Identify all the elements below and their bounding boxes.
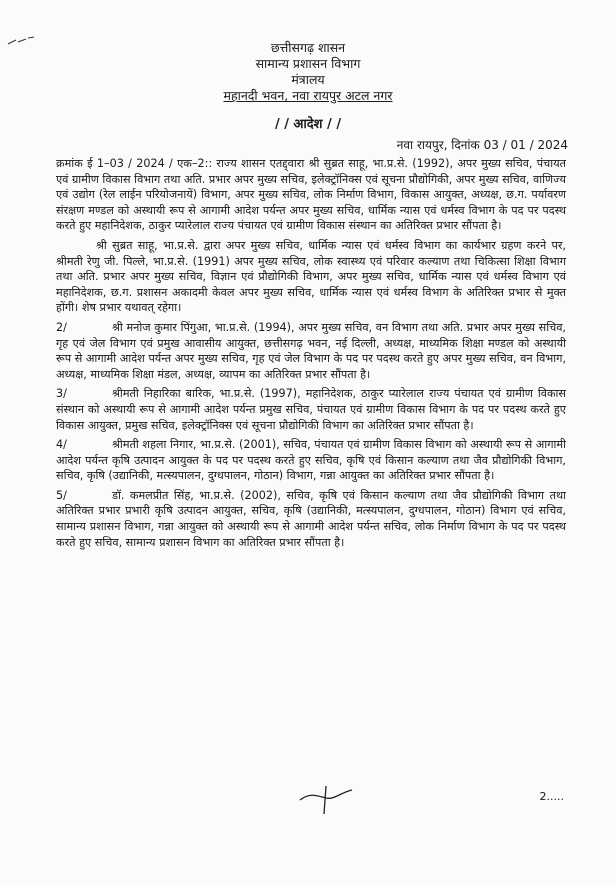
next-page-indicator: 2..... xyxy=(539,790,564,803)
paragraph-number: 2/ xyxy=(56,320,67,334)
paragraph-number: 3/ xyxy=(56,387,67,401)
paragraph xyxy=(56,238,566,316)
order-body xyxy=(56,156,566,554)
paragraph-text: डॉ. कमलप्रीत सिंह, भा.प्र.से. (2002), सचिव, कृषि एवं किसान कल्याण तथा जैव प्रौद्योगिकी विभाग तथा अतिरिक्त प्रभार प्रभारी कृषि उत्पादन आयुक्त, सचिव, कृषि (उद्यानिकी, मत्स्यपालन, दुग्धपालन, गोठान) विभाग एवं सचिव, सामान्य प्रशासन विभाग, गन्ना आयुक्त को अस्थायी रूप से आगामी आदेश पर्यन्त सचिव, लोक निर्माण विभाग के पद पर पदस्थ करते हुए सचिव, सामान्य प्रशासन विभाग का अतिरिक्त प्रभार सौंपता है। xyxy=(56,488,566,549)
signature-icon xyxy=(296,782,356,818)
paragraph-text: श्रीमती निहारिका बारिक, भा.प्र.से. (1997), महानिदेशक, ठाकुर प्यारेलाल राज्य पंचायत एवं ग्रामीण विकास संस्थान को अस्थायी रूप से आगामी आदेश पर्यन्त प्रमुख सचिव, पंचायत एवं ग्रामीण विकास विभाग के पद पर पदस्थ करते हुए विकास आयुक्त, प्रमुख सचिव, इलेक्ट्रॉनिक्स एवं सूचना प्रौद्योगिकी विभाग का अतिरिक्त प्रभार सौंपता है। xyxy=(56,387,566,432)
paragraph-number: 4/ xyxy=(56,438,67,452)
paragraph-text: क्रमांक ई 1–03 / 2024 / एक–2:: राज्य शासन एतद्द्वारा श्री सुब्रत साहू, भा.प्र.से. (1992), अपर मुख्य सचिव, पंचायत एवं ग्रामीण विकास विभाग तथा अति. प्रभार अपर मुख्य सचिव, इलेक्ट्रॉनिक्स एवं सूचना प्रौद्योगिकी, अपर मुख्य सचिव, वाणिज्य एवं उद्योग (रेल लाईन परियोजनायें) विभाग, अपर मुख्य सचिव, लोक निर्माण विभाग, विकास आयुक्त, अध्यक्ष, छ.ग. पर्यावरण संरक्षण मण्डल को अस्थायी रूप से आगामी आदेश पर्यन्त अपर मुख्य सचिव, धार्मिक न्यास एवं धर्मस्व विभाग के पद पर पदस्थ करते हुए महानिदेशक, ठाकुर प्यारेलाल राज्य पंचायत एवं ग्रामीण विकास संस्थान का अतिरिक्त प्रभार सौंपता है। xyxy=(56,157,566,233)
ministry-name: मंत्रालय xyxy=(291,72,325,87)
paragraph-number: 5/ xyxy=(56,488,67,502)
paragraph xyxy=(56,437,566,484)
paragraph-text: श्रीमती शहला निगार, भा.प्र.से. (2001), सचिव, पंचायत एवं ग्रामीण विकास विभाग को अस्थायी रूप से आगामी आदेश पर्यन्त कृषि उत्पादन आयुक्त के पद पर पदस्थ करते हुए सचिव, कृषि एवं किसान कल्याण तथा जैव प्रौद्योगिकी विभाग, सचिव, कृषि (उद्यानिकी, मत्स्यपालन, दुग्धपालन, गोठान) विभाग, गन्ना आयुक्त का अतिरिक्त प्रभार सौंपता है। xyxy=(56,438,566,483)
paragraph xyxy=(56,156,566,234)
paragraph xyxy=(56,488,566,550)
paragraph-text: श्री मनोज कुमार पिंगुआ, भा.प्र.से. (1994), अपर मुख्य सचिव, वन विभाग तथा अति. प्रभार अपर मुख्य सचिव, गृह एवं जेल विभाग एवं प्रमुख आवासीय आयुक्त, छत्तीसगढ़ भवन, नई दिल्ली, अध्यक्ष, माध्यमिक शिक्षा मण्डल को अस्थायी रूप से आगामी आदेश पर्यन्त अपर मुख्य सचिव, गृह एवं जेल विभाग के पद पर पदस्थ करते हुए अपर मुख्य सचिव, वन विभाग, अध्यक्ष, माध्यमिक शिक्षा मंडल, अध्यक्ष, व्यापम का अतिरिक्त प्रभार सौंपता है। xyxy=(56,320,566,381)
date-line: नवा रायपुर, दिनांक 03 / 01 / 2024 xyxy=(396,138,568,152)
paragraph-text: श्री सुब्रत साहू, भा.प्र.से. द्वारा अपर मुख्य सचिव, धार्मिक न्यास एवं धर्मस्व विभाग का कार्यभार ग्रहण करने पर, श्रीमती रेणु जी. पिल्ले, भा.प्र.से. (1991) अपर मुख्य सचिव, लोक स्वास्थ्य एवं परिवार कल्याण तथा चिकित्सा शिक्षा विभाग तथा अति. प्रभार अपर मुख्य सचिव, विज्ञान एवं प्रौद्योगिकी विभाग, अपर मुख्य सचिव, धार्मिक न्यास एवं धर्मस्व विभाग एवं महानिदेशक, छ.ग. प्रशासन अकादमी केवल अपर मुख्य सचिव, धार्मिक न्यास एवं धर्मस्व विभाग के अतिरिक्त प्रभार से मुक्त होंगी। शेष प्रभार यथावत् रहेगा। xyxy=(56,238,566,315)
paragraph xyxy=(56,320,566,382)
department-name: सामान्य प्रशासन विभाग xyxy=(255,56,361,71)
govt-name: छत्तीसगढ़ शासन xyxy=(270,40,346,55)
office-address: महानदी भवन, नवा रायपुर अटल नगर xyxy=(223,88,393,103)
order-title: / / आदेश / / xyxy=(274,117,342,132)
paragraph xyxy=(56,386,566,433)
letterhead xyxy=(0,40,616,104)
